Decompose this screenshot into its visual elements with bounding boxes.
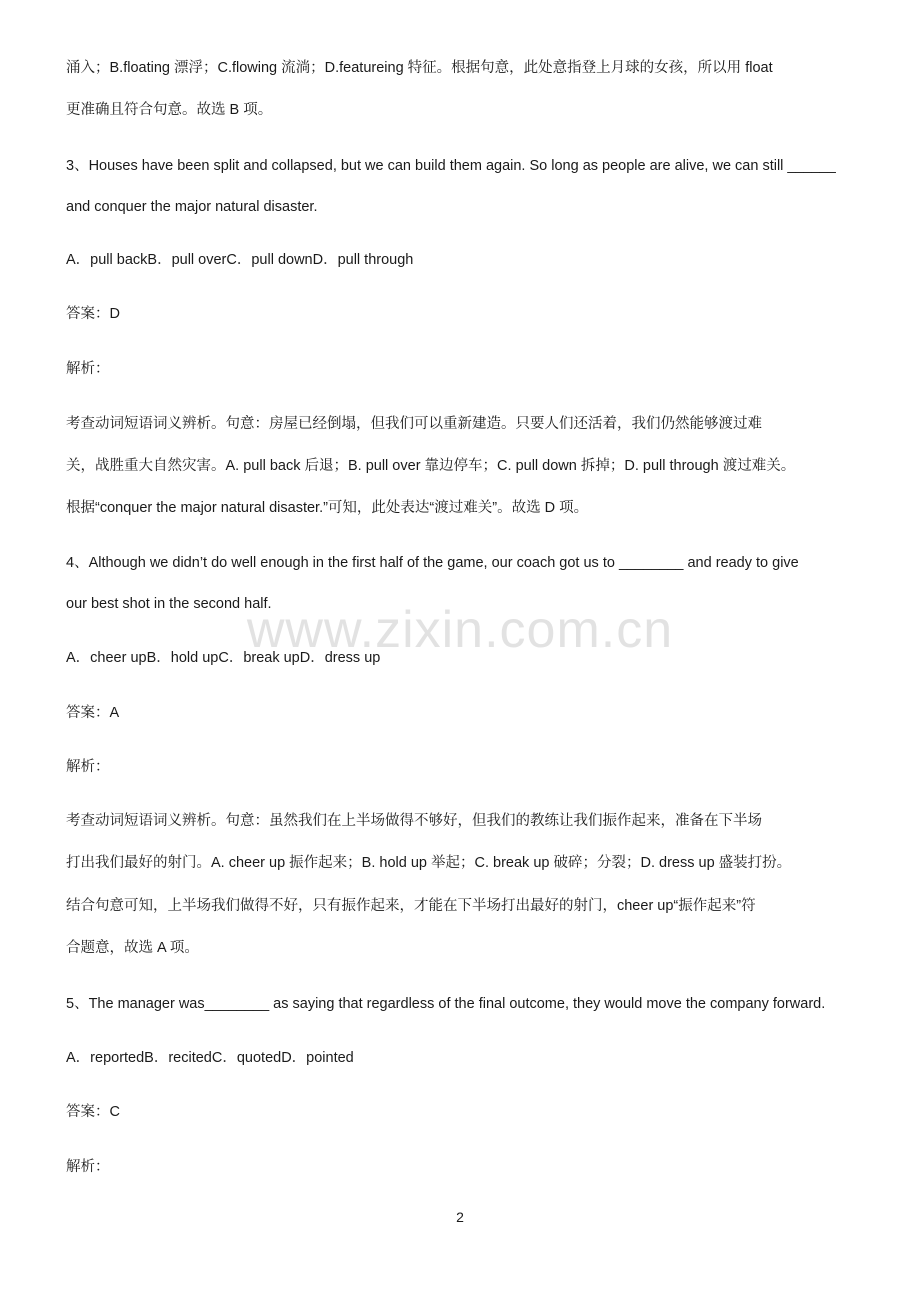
- question-4-options: A．cheer upB．hold upC．break upD．dress up: [66, 650, 381, 666]
- question-4-text: 4、Although we didn’t do well enough in the first half of the game, our coach got us to ________ and ready to give: [66, 555, 799, 571]
- watermark: www.zixin.com.cn: [246, 601, 674, 659]
- question-5-answer: 答案：C: [66, 1104, 120, 1120]
- question-4-answer: 答案：A: [66, 705, 120, 721]
- question-3-analysis-conclusion: 根据“conquer the major natural disaster.”可知，此处表达“渡过难关”。故选 D 项。: [66, 500, 589, 516]
- question-4-analysis-label: 解析：: [66, 759, 110, 775]
- question-3-answer: 答案：D: [66, 306, 120, 322]
- question-4-analysis-continued: 打出我们最好的射门。A. cheer up 振作起来；B. hold up 举起；C. break up 破碎；分裂；D. dress up 盛装打扮。: [66, 855, 792, 871]
- question-5-text: 5、The manager was________ as saying that regardless of the final outcome, they would move the company forward.: [66, 996, 826, 1012]
- answer-explanation-continued: 涌入；B.floating 漂浮；C.flowing 流淌；D.featureing 特征。根据句意，此处意指登上月球的女孩，所以用 float: [66, 60, 773, 76]
- question-4-text-continued: our best shot in the second half.: [66, 596, 272, 612]
- question-3-analysis-continued: 关，战胜重大自然灾害。A. pull back 后退；B. pull over 靠边停车；C. pull down 拆掉；D. pull through 渡过难关。: [66, 458, 796, 474]
- question-4-analysis-conclusion: 合题意，故选 A 项。: [66, 940, 199, 956]
- question-3-text-continued: and conquer the major natural disaster.: [66, 199, 318, 215]
- question-5-options: A．reportedB．recitedC．quotedD．pointed: [66, 1050, 354, 1066]
- question-3-text: 3、Houses have been split and collapsed, but we can build them again. So long as people are alive, we can still ______: [66, 158, 836, 174]
- question-5-analysis-label: 解析：: [66, 1159, 110, 1175]
- answer-explanation-conclusion: 更准确且符合句意。故选 B 项。: [66, 102, 273, 118]
- page-number: 2: [456, 1209, 464, 1225]
- question-4-analysis: 考查动词短语词义辨析。句意：虽然我们在上半场做得不够好，但我们的教练让我们振作起来，准备在下半场: [66, 813, 762, 829]
- question-3-analysis-label: 解析：: [66, 361, 110, 377]
- question-3-options: A．pull backB．pull overC．pull downD．pull through: [66, 252, 414, 268]
- question-4-analysis-continued-2: 结合句意可知，上半场我们做得不好，只有振作起来，才能在下半场打出最好的射门，cheer up“振作起来”符: [66, 898, 756, 914]
- question-3-analysis: 考查动词短语词义辨析。句意：房屋已经倒塌，但我们可以重新建造。只要人们还活着，我们仍然能够渡过难: [66, 416, 762, 432]
